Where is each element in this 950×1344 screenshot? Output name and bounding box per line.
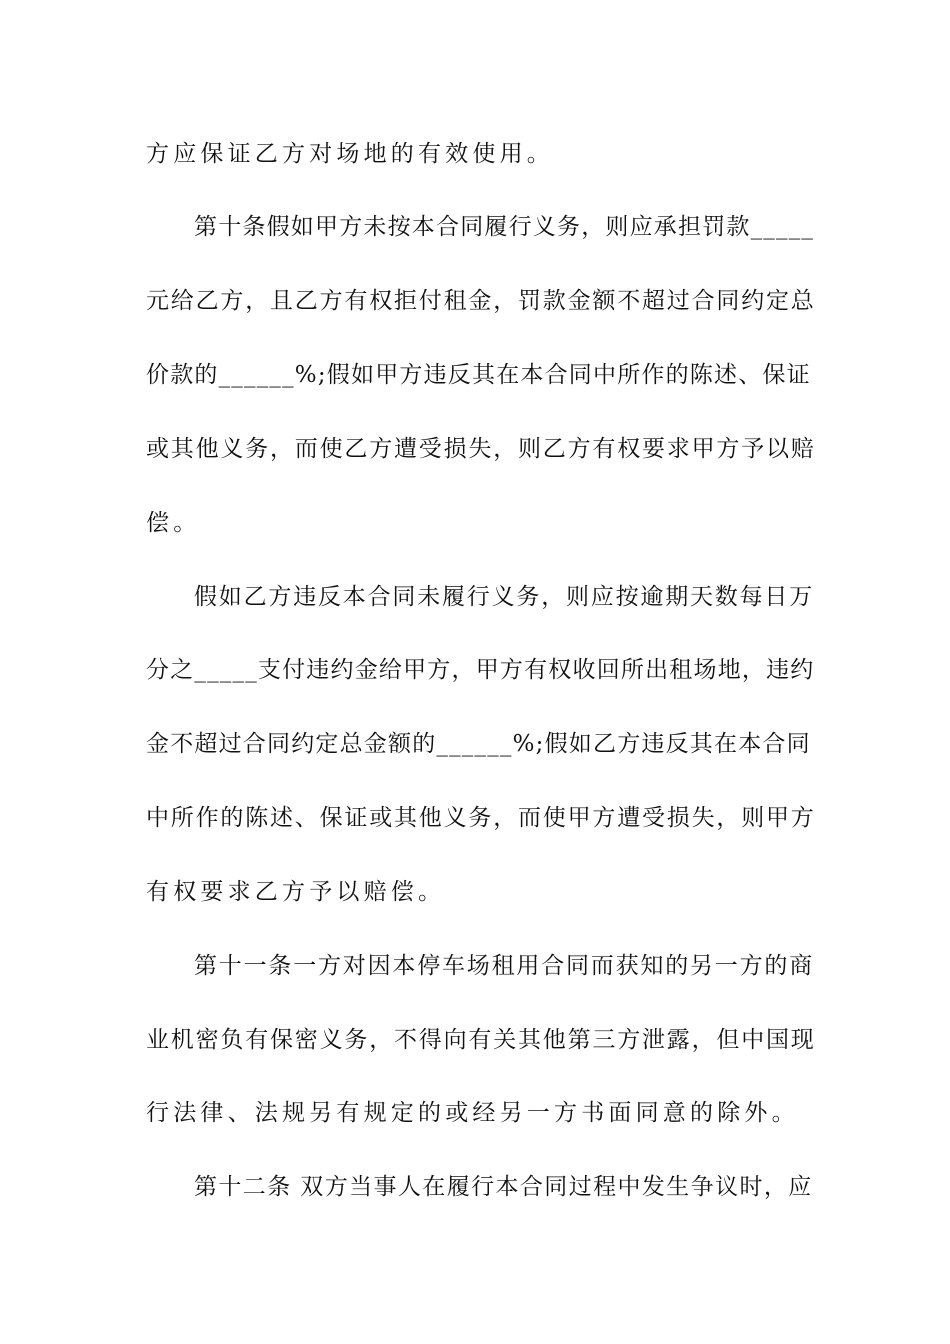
text-line: 第十一条一方对因本停车场租用合同而获知的另一方的商 <box>194 953 814 979</box>
text-line: 方应保证乙方对场地的有效使用。 <box>146 141 554 167</box>
text-line: 中所作的陈述、保证或其他义务，而使甲方遭受损失，则甲方 <box>146 805 816 831</box>
text-line: 金不超过合同约定总金额的______%;假如乙方违反其在本合同 <box>146 731 811 757</box>
text-line: 价款的______%;假如甲方违反其在本合同中所作的陈述、保证 <box>146 362 811 388</box>
text-line: 或其他义务，而使乙方遭受损失，则乙方有权要求甲方予以赔 <box>146 436 816 462</box>
text-line: 行法律、法规另有规定的或经另一方书面同意的除外。 <box>146 1100 799 1126</box>
text-line: 分之_____支付违约金给甲方，甲方有权收回所出租场地，违约 <box>146 657 815 683</box>
text-line: 偿。 <box>146 510 201 536</box>
text-line: 业机密负有保密义务，不得向有关其他第三方泄露，但中国现 <box>146 1027 816 1053</box>
text-line: 假如乙方违反本合同未履行义务，则应按逾期天数每日万 <box>194 584 814 610</box>
text-line: 第十二条 双方当事人在履行本合同过程中发生争议时，应 <box>194 1174 813 1200</box>
text-line: 元给乙方，且乙方有权拒付租金，罚款金额不超过合同约定总 <box>146 288 816 314</box>
text-line: 有权要求乙方予以赔偿。 <box>146 879 446 905</box>
text-line: 第十条假如甲方未按本合同履行义务，则应承担罚款_____ <box>194 214 815 240</box>
